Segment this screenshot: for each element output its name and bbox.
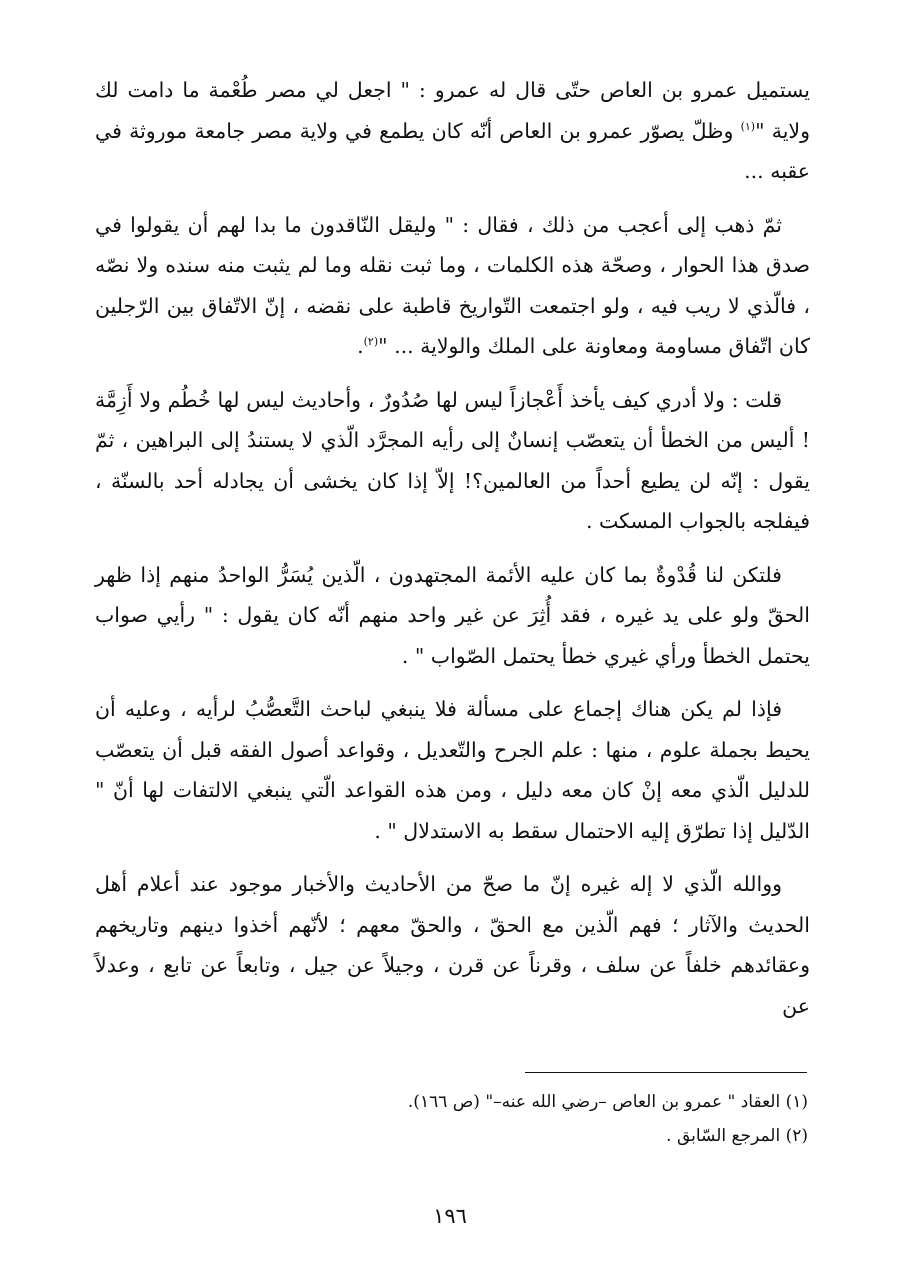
paragraph-2-text: ثمّ ذهب إلى أعجب من ذلك ، فقال : " وليقل النّاقدون ما بدا لهم أن يقولوا في صدق هذا الحوار ، وصحّة هذه الكلمات ، وما ثبت نقله وما لم يثبت منه سنده ولا نصّه ، فالّذي لا ريب فيه ، ولو اجتمعت التّواريخ قاطبة على نقضه ، إنّ الاتّفاق بين الرّجلين كان اتّفاق مساومة ومعاونة على الملك والولاية ... " [95,212,810,358]
paragraph-1-continuation: وظلّ يصوّر عمرو بن العاص أنّه كان يطمع في ولاية مصر جامعة موروثة في عقبه ... [95,118,810,183]
footnote-separator [525,1072,807,1073]
footnote-2: (٢) المرجع السّابق . [666,1126,808,1146]
page-body [95,70,810,1039]
paragraph-4: فلتكن لنا قُدْوةٌ بما كان عليه الأئمة المجتهدون ، الّذين يُسَرُّ الواحدُ منهم إذا ظهر الحقّ ولو على يد غيره ، فقد أُثِرَ عن غير واحد منهم أنّه كان يقول : " رأيي صواب يحتمل الخطأ ورأي غيري خطأ يحتمل الصّواب " . [95,562,810,668]
footnote-ref-1[interactable]: (١) [740,119,756,133]
footnote-ref-2[interactable]: (٢) [363,335,379,349]
paragraph-5: فإذا لم يكن هناك إجماع على مسألة فلا ينبغي لباحث التَّعصُّبُ لرأيه ، وعليه أن يحيط بجملة علوم ، منها : علم الجرح والتّعديل ، وقواعد أصول الفقه قبل أن يتعصّب للدليل الّذي معه إنْ كان معه دليل ، ومن هذه القواعد الّتي ينبغي الالتفات لها أنّ " الدّليل إذا تطرّق إليه الاحتمال سقط به الاستدلال " . [95,697,810,843]
paragraph-1-text: يستميل عمرو بن العاص حتّى قال له عمرو : " اجعل لي مصر طُعْمة ما دامت لك ولاية " [95,78,811,143]
paragraph-1 [95,70,810,192]
paragraph-2-end: . [357,334,364,358]
paragraph-2 [95,205,810,367]
page-number: ١٩٦ [433,1204,467,1228]
footnotes [95,1085,808,1153]
footnote-1: (١) العقاد " عمرو بن العاص –رضي الله عنه–" (ص ١٦٦). [407,1092,808,1112]
paragraph-6: ووالله الّذي لا إله غيره إنّ ما صحّ من الأحاديث والأخبار موجود عند أعلام أهل الحديث والآثار ؛ فهم الّذين مع الحقّ ، والحقّ معهم ؛ لأنّهم أخذوا دينهم وتاريخهم وعقائدهم خلفاً عن سلف ، وقرناً عن قرن ، وجيلاً عن جيل ، وتابعاً عن تابع ، وعدلاً عن [95,872,810,1018]
paragraph-3: قلت : ولا أدري كيف يأخذ أَعْجازاً ليس لها صُدُورٌ ، وأحاديث ليس لها خُطُم ولا أَزِمَّة ! أليس من الخطأ أن يتعصّب إنسانٌ إلى رأيه المجرَّد الّذي لا يستندُ إلى البراهين ، ثمّ يقول : إنّه لن يطيع أحداً من العالمين؟! إلاّ إذا كان يخشى أن يجادله أحد بالسنّة ، فيفلجه بالجواب المسكت . [95,387,810,533]
